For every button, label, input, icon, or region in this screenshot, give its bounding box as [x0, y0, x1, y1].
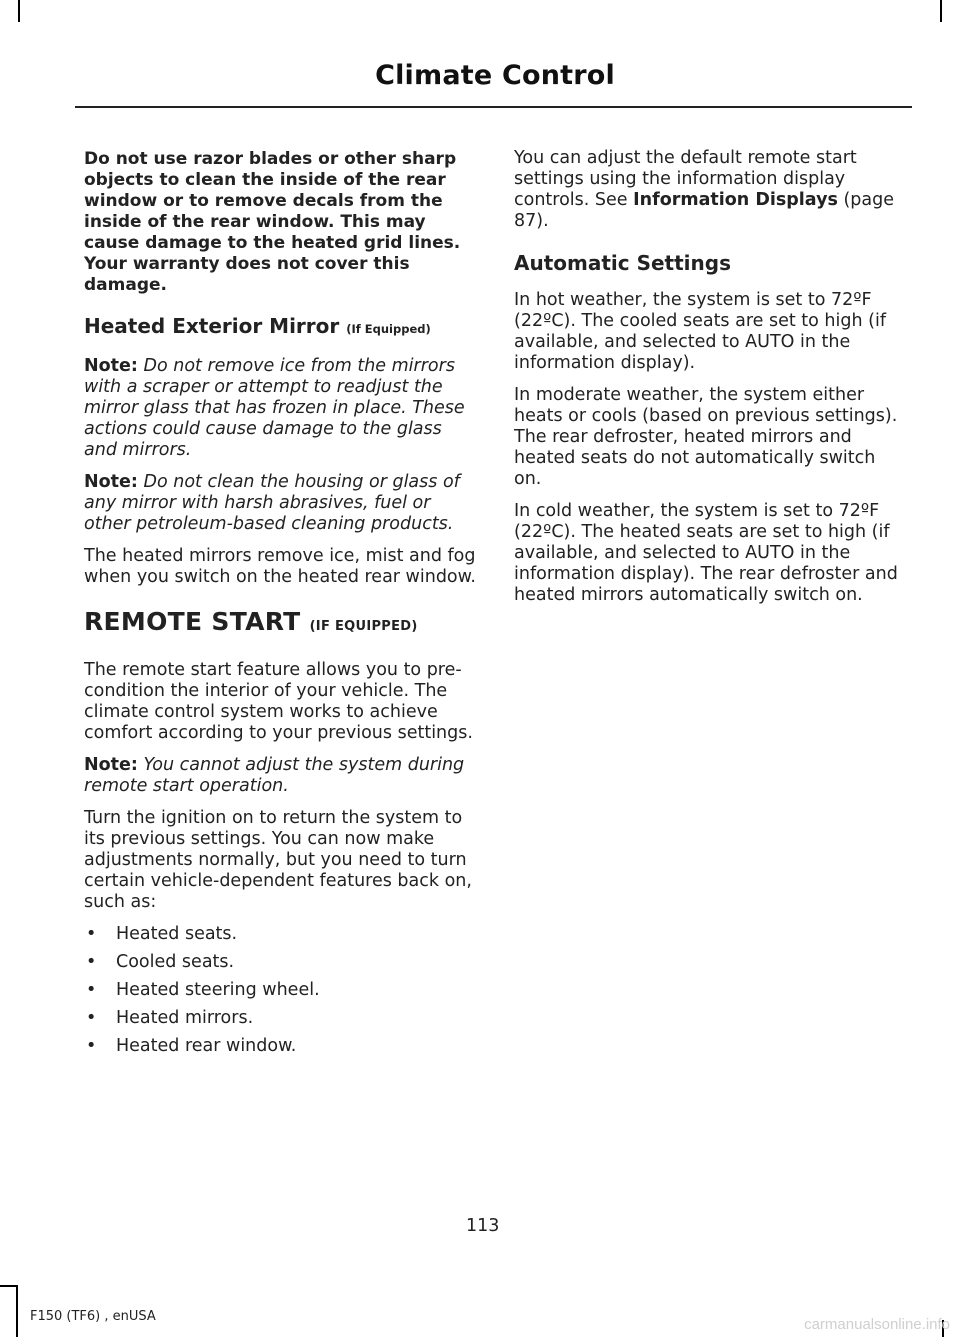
heading-text: REMOTE START — [84, 607, 301, 636]
note-text: Do not remove ice from the mirrors with a scraper or attempt to readjust the mirror glass that has frozen in place. These actions could cause damage to the glass and mirrors. — [84, 356, 465, 460]
page-header-title: Climate Control — [375, 60, 615, 91]
bullet: • — [86, 1008, 97, 1028]
ignition-description: Turn the ignition on to return the system to its previous settings. You can now make adjustments normally, but you need to turn certain vehicle-dependent features back on, such as: — [84, 808, 472, 912]
note-mirror-ice — [84, 356, 476, 461]
heading-qualifier: (If Equipped) — [346, 322, 431, 336]
warning-text: Do not use razor blades or other sharp objects to clean the inside of the rear window or to remove decals from the inside of the rear window. This may cause damage to the heated grid lines. Your warranty does not cover this damage. — [84, 149, 461, 295]
moderate-weather-text: In moderate weather, the system either heats or cools (based on previous settings). The rear defroster, heated mirrors and heated seats do not automatically switch on. — [514, 385, 898, 489]
heading-qualifier: (IF EQUIPPED) — [309, 619, 418, 634]
adjust-settings-text — [514, 148, 902, 232]
list-item — [84, 1036, 476, 1057]
section-heading-automatic-settings: Automatic Settings — [514, 251, 731, 275]
bullet: • — [86, 980, 97, 1000]
list-item — [84, 1008, 476, 1029]
adjust-prefix: You can adjust the default remote start settings using the information display controls. See — [514, 148, 857, 210]
information-displays-link[interactable]: Information Displays — [633, 190, 838, 210]
note-label: Note: — [84, 755, 138, 775]
note-text: Do not clean the housing or glass of any mirror with harsh abrasives, fuel or other petroleum-based cleaning products. — [84, 472, 460, 534]
bullet: • — [86, 924, 97, 944]
watermark: carmanualsonline.info — [804, 1316, 950, 1333]
list-item-text: Heated mirrors. — [116, 1008, 254, 1028]
note-label: Note: — [84, 472, 138, 492]
heading-text: Heated Exterior Mirror — [84, 314, 340, 338]
right-column — [514, 148, 902, 617]
remote-start-description: The remote start feature allows you to pre-condition the interior of your vehicle. The climate control system works to achieve comfort according to your previous settings. — [84, 660, 473, 743]
list-item-text: Cooled seats. — [116, 952, 235, 972]
list-item — [84, 980, 476, 1001]
list-item — [84, 952, 476, 973]
note-mirror-cleaning — [84, 472, 476, 535]
adjust-suffix: (page 87). — [514, 190, 894, 231]
feature-list — [84, 924, 476, 1057]
list-item-text: Heated steering wheel. — [116, 980, 320, 1000]
list-item — [84, 924, 476, 945]
note-text: You cannot adjust the system during remote start operation. — [84, 755, 465, 796]
hot-weather-text: In hot weather, the system is set to 72ºF (22ºC). The cooled seats are set to high (if available, and selected to AUTO in the information display). — [514, 290, 886, 373]
crop-mark-top-right — [940, 0, 942, 22]
left-column — [84, 148, 476, 1064]
crop-mark-bottom-left-v — [16, 1285, 18, 1337]
section-heading-remote-start — [84, 606, 476, 643]
list-item-text: Heated seats. — [116, 924, 238, 944]
page-number: 113 — [466, 1216, 500, 1236]
cold-weather-text: In cold weather, the system is set to 72ºF (22ºC). The heated seats are set to high (if available, and selected to AUTO in the information display). The rear defroster and heated mirrors automatically switch on. — [514, 501, 898, 605]
header-rule — [75, 106, 912, 108]
crop-mark-top-left — [18, 0, 20, 22]
crop-mark-bottom-left-h — [0, 1285, 18, 1287]
bullet: • — [86, 952, 97, 972]
bullet: • — [86, 1036, 97, 1056]
note-remote-start — [84, 755, 476, 797]
note-label: Note: — [84, 356, 138, 376]
section-heading-heated-mirror — [84, 313, 476, 342]
list-item-text: Heated rear window. — [116, 1036, 297, 1056]
footer-text: F150 (TF6) , enUSA — [30, 1309, 156, 1324]
mirror-description: The heated mirrors remove ice, mist and fog when you switch on the heated rear window. — [84, 546, 476, 587]
